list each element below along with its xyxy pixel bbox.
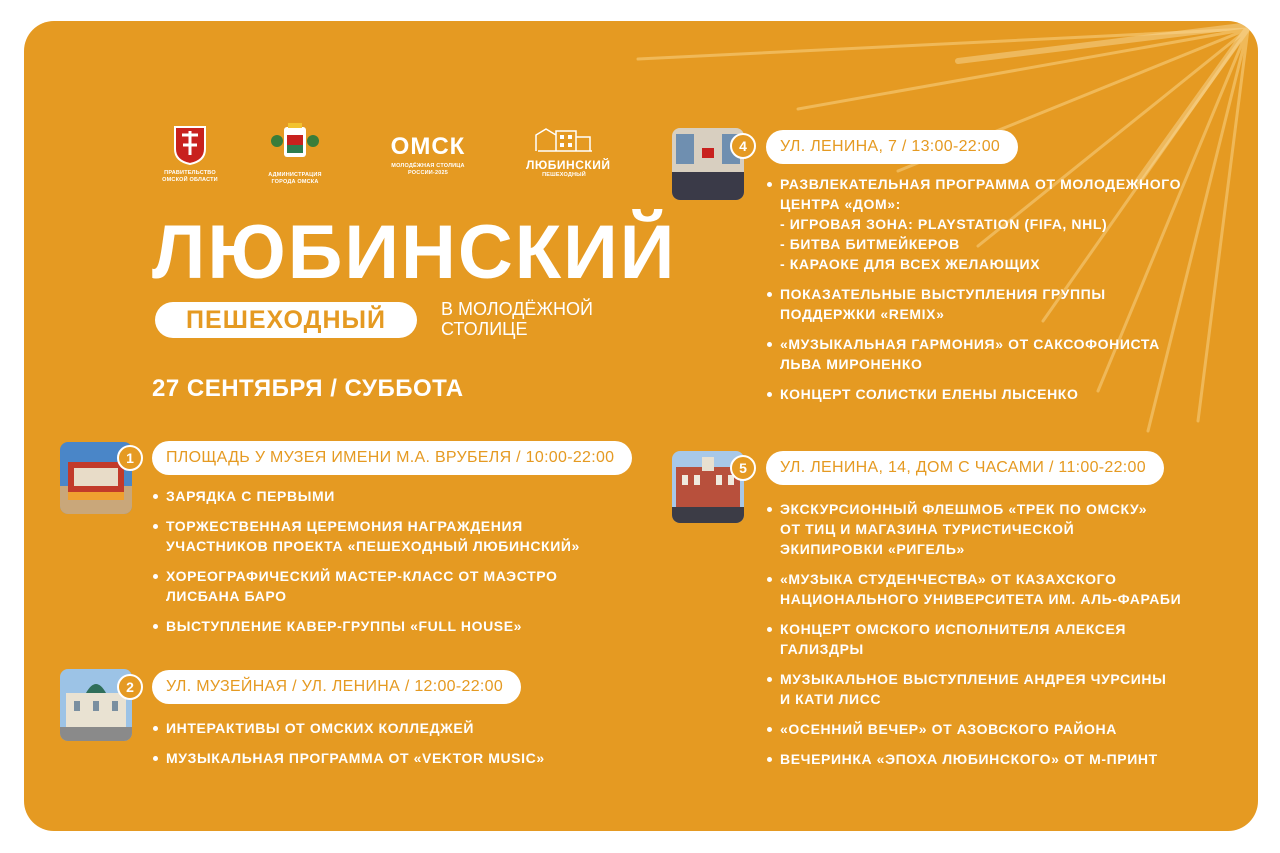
- poster-card: [24, 21, 1258, 831]
- location-header-4: УЛ. ЛЕНИНА, 7 / 13:00-22:00: [766, 130, 1018, 164]
- event-date: 27 СЕНТЯБРЯ / СУББОТА: [152, 375, 464, 402]
- list-item: [766, 669, 1246, 709]
- location-number-badge-4: 4: [730, 133, 756, 159]
- item-line: КОНЦЕРТ СОЛИСТКИ ЕЛЕНЫ ЛЫСЕНКО: [780, 386, 1079, 402]
- item-line: ВЕЧЕРИНКА «ЭПОХА ЛЮБИНСКОГО» ОТ М-ПРИНТ: [780, 751, 1158, 767]
- government-logo: [154, 125, 226, 184]
- government-caption: ПРАВИТЕЛЬСТВО ОМСКОЙ ОБЛАСТИ: [162, 170, 218, 183]
- list-item: [766, 619, 1246, 659]
- item-line: НАЦИОНАЛЬНОГО УНИВЕРСИТЕТА ИМ. АЛЬ-ФАРАБИ: [780, 591, 1182, 607]
- location-list-2: [152, 718, 672, 778]
- item-line: «ОСЕННИЙ ВЕЧЕР» ОТ АЗОВСКОГО РАЙОНА: [780, 721, 1117, 737]
- list-item: [766, 334, 1236, 374]
- item-line: РАЗВЛЕКАТЕЛЬНАЯ ПРОГРАММА ОТ МОЛОДЕЖНОГО: [780, 176, 1182, 192]
- list-item: [152, 616, 672, 636]
- item-line: ХОРЕОГРАФИЧЕСКИЙ МАСТЕР-КЛАСС ОТ МАЭСТРО: [166, 568, 558, 584]
- item-line: ГАЛИЗДРЫ: [780, 641, 864, 657]
- item-line: ЭКСКУРСИОННЫЙ ФЛЕШМОБ «ТРЕК ПО ОМСКУ»: [780, 501, 1148, 517]
- item-line: «МУЗЫКАЛЬНАЯ ГАРМОНИЯ» ОТ САКСОФОНИСТА: [780, 336, 1160, 352]
- lyubinsky-wordmark: ЛЮБИНСКИЙ: [526, 158, 611, 172]
- administration-logo: [260, 121, 330, 186]
- item-line: УЧАСТНИКОВ ПРОЕКТА «ПЕШЕХОДНЫЙ ЛЮБИНСКИЙ»: [166, 538, 580, 554]
- item-line: ЦЕНТРА «ДОМ»:: [780, 196, 901, 212]
- item-line: ПОКАЗАТЕЛЬНЫЕ ВЫСТУПЛЕНИЯ ГРУППЫ: [780, 286, 1106, 302]
- omsk-caption: МОЛОДЁЖНАЯ СТОЛИЦА РОССИИ-2025: [391, 163, 465, 176]
- page-title: ЛЮБИНСКИЙ: [152, 210, 677, 295]
- location-number-badge-2: 2: [117, 674, 143, 700]
- coat-of-arms-icon: [173, 125, 207, 165]
- item-line: ЭКИПИРОВКИ «РИГЕЛЬ»: [780, 541, 965, 557]
- list-item: [766, 384, 1236, 404]
- item-line: ТОРЖЕСТВЕННАЯ ЦЕРЕМОНИЯ НАГРАЖДЕНИЯ: [166, 518, 523, 534]
- list-item: [152, 516, 672, 556]
- city-arms-icon: [268, 121, 322, 167]
- subtitle-line-1: В МОЛОДЁЖНОЙ: [441, 299, 593, 319]
- list-item: [152, 486, 672, 506]
- list-item: [152, 718, 672, 738]
- subtitle-line-2: СТОЛИЦЕ: [441, 319, 528, 339]
- item-line: «МУЗЫКА СТУДЕНЧЕСТВА» ОТ КАЗАХСКОГО: [780, 571, 1117, 587]
- item-line: И КАТИ ЛИСС: [780, 691, 882, 707]
- list-item: [766, 749, 1246, 769]
- location-number-badge-1: 1: [117, 445, 143, 471]
- location-header-1: ПЛОЩАДЬ У МУЗЕЯ ИМЕНИ М.А. ВРУБЕЛЯ / 10:00-22:00: [152, 441, 632, 475]
- item-line: КОНЦЕРТ ОМСКОГО ИСПОЛНИТЕЛЯ АЛЕКСЕЯ: [780, 621, 1127, 637]
- location-list-4: [766, 174, 1236, 414]
- location-number-badge-5: 5: [730, 455, 756, 481]
- building-icon: [532, 123, 596, 153]
- list-item: [152, 566, 672, 606]
- list-item: [152, 748, 672, 768]
- list-item: [766, 499, 1246, 559]
- administration-caption: АДМИНИСТРАЦИЯ ГОРОДА ОМСКА: [268, 172, 322, 185]
- item-line: ПОДДЕРЖКИ «REMIX»: [780, 306, 945, 322]
- subtitle-text: [441, 299, 593, 339]
- item-line: ОТ ТИЦ И МАГАЗИНА ТУРИСТИЧЕСКОЙ: [780, 521, 1075, 537]
- location-header-2: УЛ. МУЗЕЙНАЯ / УЛ. ЛЕНИНА / 12:00-22:00: [152, 670, 521, 704]
- item-line: ЛИСБАНА БАРО: [166, 588, 287, 604]
- item-line: МУЗЫКАЛЬНОЕ ВЫСТУПЛЕНИЕ АНДРЕЯ ЧУРСИНЫ: [780, 671, 1167, 687]
- lyubinsky-caption: ПЕШЕХОДНЫЙ: [542, 172, 586, 178]
- location-list-1: [152, 486, 672, 646]
- list-item: [766, 174, 1236, 274]
- omsk-logo: [378, 133, 478, 177]
- item-line: МУЗЫКАЛЬНАЯ ПРОГРАММА ОТ «VEKTOR MUSIC»: [166, 750, 545, 766]
- location-header-5: УЛ. ЛЕНИНА, 14, ДОМ С ЧАСАМИ / 11:00-22:00: [766, 451, 1164, 485]
- location-list-5: [766, 499, 1246, 779]
- lyubinsky-logo: [526, 123, 611, 179]
- list-item: [766, 719, 1246, 739]
- item-line: ЛЬВА МИРОНЕНКО: [780, 356, 923, 372]
- list-item: [766, 284, 1236, 324]
- item-line: ИНТЕРАКТИВЫ ОТ ОМСКИХ КОЛЛЕДЖЕЙ: [166, 720, 475, 736]
- item-line: - КАРАОКЕ ДЛЯ ВСЕХ ЖЕЛАЮЩИХ: [780, 256, 1041, 272]
- item-line: ЗАРЯДКА С ПЕРВЫМИ: [166, 488, 335, 504]
- list-item: [766, 569, 1246, 609]
- item-line: ВЫСТУПЛЕНИЕ КАВЕР-ГРУППЫ «FULL HOUSE»: [166, 618, 523, 634]
- item-line: - БИТВА БИТМЕЙКЕРОВ: [780, 236, 960, 252]
- subtitle-pill: ПЕШЕХОДНЫЙ: [155, 302, 417, 338]
- omsk-wordmark: ОМСК: [390, 133, 466, 160]
- item-line: - ИГРОВАЯ ЗОНА: PLAYSTATION (FIFA, NHL): [780, 216, 1108, 232]
